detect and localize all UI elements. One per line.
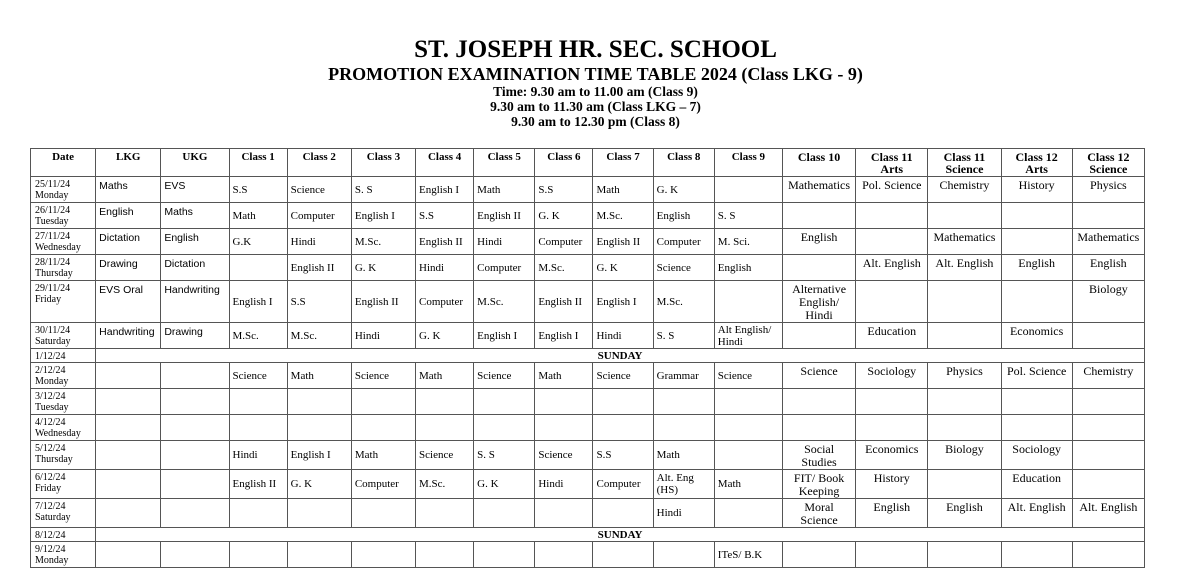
subject-cell-class-5: English II [474,203,535,229]
subject-cell-lkg: Maths [96,177,161,203]
subject-cell-class-12-arts [1001,415,1072,441]
subject-cell-class-5: Math [474,177,535,203]
subject-cell-class-11-science: Alt. English [928,255,1001,281]
subject-cell-lkg [96,389,161,415]
subject-cell-class-7: English II [593,229,653,255]
subject-cell-class-6: Computer [535,229,593,255]
column-header-class-2: Class 2 [287,149,351,177]
subject-cell-class-5: S. S [474,441,535,470]
table-row [31,203,1145,229]
subject-cell-class-3: Computer [351,470,415,499]
weekday-label: Friday [35,483,62,494]
subject-cell-class-1 [229,499,287,528]
subject-cell-class-6: S.S [535,177,593,203]
subject-cell-class-8 [653,415,714,441]
subject-cell-class-8: Science [653,255,714,281]
weekday-label: Monday [35,555,69,566]
subject-cell-class-2: English I [287,441,351,470]
subject-cell-class-9: ITeS/ B.K [714,542,782,568]
subject-cell-lkg: English [96,203,161,229]
subject-cell-class-3: Math [351,441,415,470]
date-cell [31,323,96,349]
weekday-label: Thursday [35,268,73,279]
subject-cell-class-8 [653,389,714,415]
date-cell [31,441,96,470]
subject-cell-class-12-arts [1001,389,1072,415]
subject-cell-class-9: M. Sci. [714,229,782,255]
subject-cell-class-7 [593,499,653,528]
subject-cell-class-12-science: Mathematics [1072,229,1144,255]
subject-cell-class-1: M.Sc. [229,323,287,349]
subject-cell-class-11-science [928,389,1001,415]
column-header-class-12-arts: Class 12 Arts [1001,149,1072,177]
subject-cell-class-11-arts [856,389,928,415]
table-row [31,255,1145,281]
subject-cell-class-2: M.Sc. [287,323,351,349]
subject-cell-class-10: FIT/ Book Keeping [782,470,855,499]
subject-cell-lkg [96,363,161,389]
weekday-label: Tuesday [35,402,69,413]
subject-cell-ukg [161,441,229,470]
subject-cell-class-12-arts: Sociology [1001,441,1072,470]
subject-cell-class-11-arts: English [856,499,928,528]
subject-cell-class-12-science [1072,389,1144,415]
subject-cell-lkg [96,542,161,568]
subject-cell-class-11-science: Biology [928,441,1001,470]
subject-cell-class-9: Alt English/ Hindi [714,323,782,349]
table-row [31,177,1145,203]
subject-cell-class-2 [287,415,351,441]
subject-cell-class-8: Math [653,441,714,470]
subject-cell-class-6: M.Sc. [535,255,593,281]
subject-cell-class-4: English II [416,229,474,255]
subject-cell-class-6 [535,415,593,441]
subject-cell-class-5 [474,499,535,528]
subject-cell-lkg: Drawing [96,255,161,281]
subject-cell-class-8: Hindi [653,499,714,528]
subject-cell-class-4 [416,389,474,415]
subject-cell-class-4 [416,542,474,568]
subject-cell-class-6 [535,389,593,415]
date-cell [31,389,96,415]
subject-cell-class-10: Moral Science [782,499,855,528]
table-row [31,441,1145,470]
weekday-label: Friday [35,294,62,305]
subject-cell-ukg: Handwriting [161,281,229,323]
subject-cell-class-6: English I [535,323,593,349]
date-value: 3/12/24 [35,391,66,402]
date-cell [31,499,96,528]
subject-cell-class-11-science [928,470,1001,499]
subject-cell-class-2: English II [287,255,351,281]
subject-cell-lkg [96,415,161,441]
subject-cell-class-10: English [782,229,855,255]
date-value: 7/12/24 [35,501,66,512]
date-value: 28/11/24 [35,257,71,268]
column-header-class-11-arts: Class 11 Arts [856,149,928,177]
subject-cell-class-12-arts [1001,542,1072,568]
subject-cell-ukg [161,363,229,389]
subject-cell-class-11-science: English [928,499,1001,528]
subject-cell-class-7: S.S [593,441,653,470]
subject-cell-class-7: M.Sc. [593,203,653,229]
subject-cell-class-12-science [1072,415,1144,441]
subject-cell-class-5: English I [474,323,535,349]
table-row [31,528,1145,542]
column-header-ukg: UKG [161,149,229,177]
subject-cell-class-4: G. K [416,323,474,349]
exam-title: PROMOTION EXAMINATION TIME TABLE 2024 (Class LKG - 9) [328,64,863,84]
subject-cell-class-11-arts: Economics [856,441,928,470]
subject-cell-class-12-arts [1001,229,1072,255]
subject-cell-class-12-science [1072,470,1144,499]
date-cell [31,363,96,389]
subject-cell-class-4: Hindi [416,255,474,281]
subject-cell-class-8: G. K [653,177,714,203]
subject-cell-class-11-arts: Sociology [856,363,928,389]
subject-cell-class-9 [714,177,782,203]
subject-cell-class-9 [714,415,782,441]
column-header-lkg: LKG [96,149,161,177]
weekday-label: Saturday [35,336,71,347]
subject-cell-class-12-arts [1001,203,1072,229]
subject-cell-ukg [161,415,229,441]
subject-cell-ukg [161,499,229,528]
exam-time-line: 9.30 am to 12.30 pm (Class 8) [511,114,680,129]
exam-time-line: Time: 9.30 am to 11.00 am (Class 9) [493,84,698,99]
subject-cell-ukg [161,389,229,415]
subject-cell-class-3: G. K [351,255,415,281]
date-cell [31,203,96,229]
column-header-class-8: Class 8 [653,149,714,177]
column-header-class-9: Class 9 [714,149,782,177]
subject-cell-class-11-science [928,323,1001,349]
subject-cell-class-4: Computer [416,281,474,323]
date-cell [31,470,96,499]
subject-cell-class-7: G. K [593,255,653,281]
subject-cell-class-12-science: Physics [1072,177,1144,203]
subject-cell-class-11-science [928,203,1001,229]
subject-cell-class-7 [593,415,653,441]
subject-cell-class-12-arts: Economics [1001,323,1072,349]
table-row [31,229,1145,255]
date-cell [31,349,96,363]
subject-cell-class-9 [714,389,782,415]
subject-cell-class-2: G. K [287,470,351,499]
date-value: 27/11/24 [35,231,71,242]
subject-cell-class-10 [782,415,855,441]
subject-cell-ukg: Maths [161,203,229,229]
subject-cell-class-5 [474,415,535,441]
date-cell [31,229,96,255]
subject-cell-class-8 [653,542,714,568]
subject-cell-class-4: Math [416,363,474,389]
subject-cell-ukg: Dictation [161,255,229,281]
table-row [31,389,1145,415]
subject-cell-class-2 [287,542,351,568]
subject-cell-class-7: English I [593,281,653,323]
subject-cell-class-3: M.Sc. [351,229,415,255]
date-value: 1/12/24 [35,351,66,362]
date-cell [31,255,96,281]
subject-cell-class-10 [782,323,855,349]
subject-cell-ukg: English [161,229,229,255]
subject-cell-class-6: Math [535,363,593,389]
column-header-class-3: Class 3 [351,149,415,177]
column-header-class-7: Class 7 [593,149,653,177]
subject-cell-class-3 [351,389,415,415]
subject-cell-class-8: M.Sc. [653,281,714,323]
table-row [31,470,1145,499]
weekday-label: Wednesday [35,242,81,253]
subject-cell-class-2: S.S [287,281,351,323]
date-cell [31,415,96,441]
table-row [31,363,1145,389]
subject-cell-class-5: M.Sc. [474,281,535,323]
subject-cell-class-11-science: Chemistry [928,177,1001,203]
subject-cell-class-1 [229,542,287,568]
column-header-date: Date [31,149,96,177]
subject-cell-lkg [96,441,161,470]
date-value: 29/11/24 [35,283,71,294]
date-cell [31,542,96,568]
subject-cell-class-3: Hindi [351,323,415,349]
date-value: 8/12/24 [35,530,66,541]
weekday-label: Monday [35,190,69,201]
subject-cell-lkg: Dictation [96,229,161,255]
subject-cell-class-11-science [928,415,1001,441]
date-cell [31,528,96,542]
subject-cell-class-3: English II [351,281,415,323]
subject-cell-class-6: G. K [535,203,593,229]
date-cell [31,177,96,203]
subject-cell-class-2: Science [287,177,351,203]
subject-cell-class-1 [229,255,287,281]
subject-cell-class-12-science: Alt. English [1072,499,1144,528]
subject-cell-class-6 [535,542,593,568]
column-header-class-6: Class 6 [535,149,593,177]
subject-cell-class-2: Computer [287,203,351,229]
table-row [31,542,1145,568]
table-row [31,281,1145,323]
subject-cell-class-10 [782,542,855,568]
subject-cell-class-4: Science [416,441,474,470]
subject-cell-class-11-arts: Education [856,323,928,349]
subject-cell-class-10: Science [782,363,855,389]
subject-cell-class-8: Alt. Eng (HS) [653,470,714,499]
subject-cell-ukg: Drawing [161,323,229,349]
subject-cell-class-4: S.S [416,203,474,229]
exam-time-line: 9.30 am to 11.30 am (Class LKG – 7) [490,99,701,114]
column-header-class-1: Class 1 [229,149,287,177]
subject-cell-ukg [161,542,229,568]
subject-cell-class-1: Hindi [229,441,287,470]
subject-cell-class-2 [287,389,351,415]
subject-cell-class-11-arts [856,542,928,568]
date-value: 9/12/24 [35,544,66,555]
subject-cell-class-7: Math [593,177,653,203]
subject-cell-class-1: Math [229,203,287,229]
subject-cell-class-12-arts: History [1001,177,1072,203]
subject-cell-class-8: Grammar [653,363,714,389]
subject-cell-lkg: EVS Oral [96,281,161,323]
column-header-class-4: Class 4 [416,149,474,177]
subject-cell-class-1: English I [229,281,287,323]
subject-cell-class-2: Math [287,363,351,389]
subject-cell-class-6: Hindi [535,470,593,499]
subject-cell-class-12-science: Chemistry [1072,363,1144,389]
subject-cell-class-6: Science [535,441,593,470]
subject-cell-class-7 [593,542,653,568]
subject-cell-class-7: Computer [593,470,653,499]
weekday-label: Wednesday [35,428,81,439]
subject-cell-class-3 [351,499,415,528]
subject-cell-class-12-science [1072,441,1144,470]
subject-cell-class-10 [782,389,855,415]
subject-cell-class-7: Science [593,363,653,389]
date-value: 4/12/24 [35,417,66,428]
subject-cell-class-3 [351,415,415,441]
subject-cell-class-1: English II [229,470,287,499]
subject-cell-ukg [161,470,229,499]
subject-cell-class-12-arts: Pol. Science [1001,363,1072,389]
sunday-holiday-cell: SUNDAY [96,349,1145,363]
subject-cell-class-11-science: Mathematics [928,229,1001,255]
subject-cell-class-4: English I [416,177,474,203]
subject-cell-class-11-arts: Alt. English [856,255,928,281]
subject-cell-class-12-science: Biology [1072,281,1144,323]
table-row [31,499,1145,528]
table-row [31,323,1145,349]
date-value: 26/11/24 [35,205,71,216]
subject-cell-class-9 [714,499,782,528]
subject-cell-class-1: Science [229,363,287,389]
subject-cell-class-8: S. S [653,323,714,349]
subject-cell-class-11-science: Physics [928,363,1001,389]
subject-cell-class-11-science [928,281,1001,323]
subject-cell-class-12-arts: English [1001,255,1072,281]
school-name: ST. JOSEPH HR. SEC. SCHOOL [414,36,777,63]
subject-cell-class-10 [782,203,855,229]
subject-cell-class-11-arts [856,229,928,255]
subject-cell-class-6 [535,499,593,528]
subject-cell-class-9: English [714,255,782,281]
subject-cell-class-10 [782,255,855,281]
subject-cell-class-5 [474,542,535,568]
subject-cell-class-3 [351,542,415,568]
subject-cell-class-3: English I [351,203,415,229]
subject-cell-class-12-science [1072,542,1144,568]
date-value: 5/12/24 [35,443,66,454]
subject-cell-class-9: Science [714,363,782,389]
subject-cell-class-4 [416,415,474,441]
subject-cell-class-9: Math [714,470,782,499]
subject-cell-class-11-arts: Pol. Science [856,177,928,203]
weekday-label: Saturday [35,512,71,523]
subject-cell-lkg [96,499,161,528]
subject-cell-class-6: English II [535,281,593,323]
subject-cell-class-11-arts [856,203,928,229]
timetable [30,148,1145,568]
date-cell [31,281,96,323]
subject-cell-class-9 [714,441,782,470]
subject-cell-class-8: English [653,203,714,229]
subject-cell-class-12-arts: Alt. English [1001,499,1072,528]
subject-cell-class-12-arts: Education [1001,470,1072,499]
document-header [0,36,1191,129]
subject-cell-class-5: Science [474,363,535,389]
weekday-label: Tuesday [35,216,69,227]
date-value: 2/12/24 [35,365,66,376]
date-value: 30/11/24 [35,325,71,336]
subject-cell-class-5: Computer [474,255,535,281]
subject-cell-class-10: Mathematics [782,177,855,203]
sunday-holiday-cell: SUNDAY [96,528,1145,542]
weekday-label: Monday [35,376,69,387]
subject-cell-class-8: Computer [653,229,714,255]
subject-cell-class-11-arts [856,281,928,323]
subject-cell-class-10: Alternative English/ Hindi [782,281,855,323]
subject-cell-class-12-science: English [1072,255,1144,281]
subject-cell-class-7 [593,389,653,415]
subject-cell-class-12-arts [1001,281,1072,323]
subject-cell-class-2 [287,499,351,528]
subject-cell-class-5: Hindi [474,229,535,255]
date-value: 25/11/24 [35,179,71,190]
subject-cell-ukg: EVS [161,177,229,203]
subject-cell-class-1: G.K [229,229,287,255]
subject-cell-class-3: Science [351,363,415,389]
subject-cell-class-4: M.Sc. [416,470,474,499]
table-row [31,415,1145,441]
subject-cell-class-12-science [1072,203,1144,229]
date-value: 6/12/24 [35,472,66,483]
weekday-label: Thursday [35,454,73,465]
subject-cell-class-1 [229,389,287,415]
column-header-class-12-science: Class 12 Science [1072,149,1144,177]
subject-cell-class-5 [474,389,535,415]
subject-cell-class-11-science [928,542,1001,568]
subject-cell-class-9 [714,281,782,323]
column-header-class-10: Class 10 [782,149,855,177]
subject-cell-class-11-arts: History [856,470,928,499]
subject-cell-class-10: Social Studies [782,441,855,470]
subject-cell-class-5: G. K [474,470,535,499]
subject-cell-lkg [96,470,161,499]
subject-cell-class-4 [416,499,474,528]
subject-cell-class-11-arts [856,415,928,441]
table-row [31,349,1145,363]
subject-cell-class-1 [229,415,287,441]
subject-cell-class-3: S. S [351,177,415,203]
header-row [31,149,1145,177]
subject-cell-class-12-science [1072,323,1144,349]
subject-cell-lkg: Handwriting [96,323,161,349]
subject-cell-class-1: S.S [229,177,287,203]
column-header-class-11-science: Class 11 Science [928,149,1001,177]
column-header-class-5: Class 5 [474,149,535,177]
subject-cell-class-2: Hindi [287,229,351,255]
subject-cell-class-9: S. S [714,203,782,229]
subject-cell-class-7: Hindi [593,323,653,349]
